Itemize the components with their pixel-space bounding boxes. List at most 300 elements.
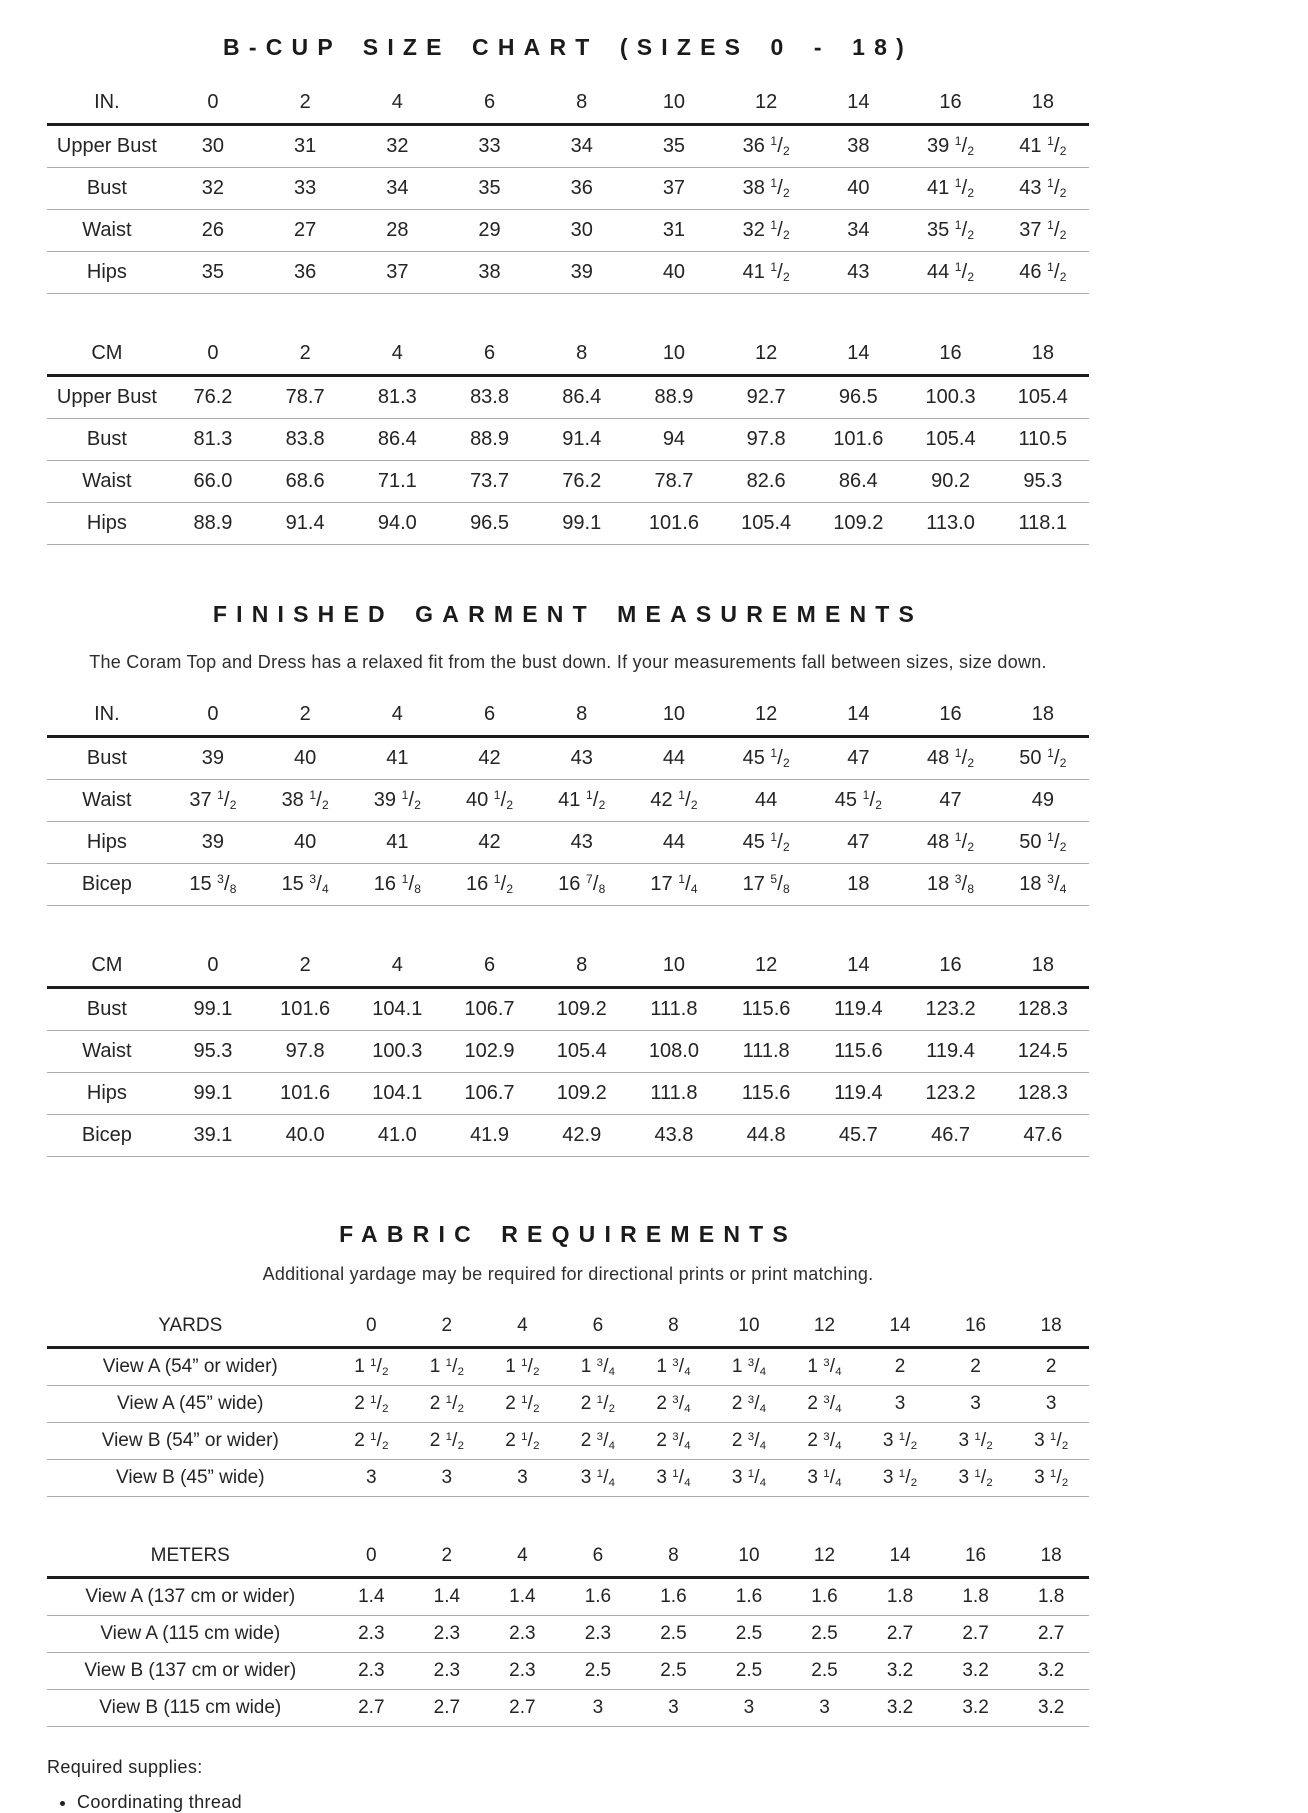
size-column-header: 2	[259, 87, 351, 125]
required-supplies-heading: Required supplies:	[47, 1757, 203, 1777]
size-column-header: 8	[636, 1311, 712, 1348]
value-cell: 2 $^1/_2$	[485, 1386, 561, 1423]
value-cell: 91.4	[259, 503, 351, 545]
value-cell: 35	[628, 125, 720, 168]
value-cell: 30	[536, 210, 628, 252]
value-cell: 124.5	[997, 1031, 1089, 1073]
row-label: View A (137 cm or wider)	[47, 1578, 334, 1616]
row-label: Waist	[47, 1031, 167, 1073]
size-column-header: 18	[997, 338, 1089, 376]
table-row	[47, 1460, 1089, 1497]
value-cell: 41 $^1/_2$	[536, 780, 628, 822]
size-column-header: 6	[560, 1541, 636, 1578]
row-label: View B (115 cm wide)	[47, 1690, 334, 1727]
value-cell: 3 $^1/_4$	[711, 1460, 787, 1497]
value-cell: 42	[443, 822, 535, 864]
table-row	[47, 1690, 1089, 1727]
value-cell: 50 $^1/_2$	[997, 822, 1089, 864]
size-chart-cm	[47, 338, 1089, 545]
size-column-header: 2	[259, 699, 351, 737]
fabric-yards-table	[47, 1311, 1089, 1497]
value-cell: 18 $^3/_4$	[997, 864, 1089, 906]
value-cell: 2 $^3/_4$	[711, 1386, 787, 1423]
fabric-yards	[47, 1311, 1089, 1497]
value-cell: 101.6	[259, 988, 351, 1031]
value-cell: 45 $^1/_2$	[720, 737, 812, 780]
value-cell: 42.9	[536, 1115, 628, 1157]
value-cell: 37	[351, 252, 443, 294]
value-cell: 90.2	[904, 461, 996, 503]
value-cell: 2.3	[485, 1616, 561, 1653]
value-cell: 105.4	[904, 419, 996, 461]
value-cell: 83.8	[259, 419, 351, 461]
value-cell: 47.6	[997, 1115, 1089, 1157]
row-label: Upper Bust	[47, 376, 167, 419]
value-cell: 99.1	[167, 1073, 259, 1115]
value-cell: 2 $^3/_4$	[787, 1423, 863, 1460]
size-column-header: 10	[628, 338, 720, 376]
value-cell: 100.3	[904, 376, 996, 419]
value-cell: 2 $^1/_2$	[409, 1386, 485, 1423]
finished-garment-cm	[47, 950, 1089, 1157]
value-cell: 118.1	[997, 503, 1089, 545]
row-label: Hips	[47, 252, 167, 294]
value-cell: 1 $^1/_2$	[334, 1348, 410, 1386]
unit-label: CM	[47, 338, 167, 376]
value-cell: 41.0	[351, 1115, 443, 1157]
value-cell: 102.9	[443, 1031, 535, 1073]
value-cell: 3 $^1/_2$	[1013, 1460, 1089, 1497]
value-cell: 33	[259, 168, 351, 210]
value-cell: 2 $^3/_4$	[636, 1423, 712, 1460]
row-label: Bicep	[47, 1115, 167, 1157]
value-cell: 1.4	[485, 1578, 561, 1616]
value-cell: 88.9	[628, 376, 720, 419]
value-cell: 111.8	[628, 1073, 720, 1115]
value-cell: 95.3	[997, 461, 1089, 503]
size-column-header: 8	[636, 1541, 712, 1578]
value-cell: 2.7	[862, 1616, 938, 1653]
size-chart-cm-table	[47, 338, 1089, 545]
size-column-header: 8	[536, 87, 628, 125]
value-cell: 1 $^3/_4$	[636, 1348, 712, 1386]
value-cell: 2	[938, 1348, 1014, 1386]
value-cell: 101.6	[628, 503, 720, 545]
row-label: Waist	[47, 210, 167, 252]
value-cell: 2	[862, 1348, 938, 1386]
value-cell: 40	[259, 822, 351, 864]
size-column-header: 10	[628, 699, 720, 737]
value-cell: 104.1	[351, 1073, 443, 1115]
table-row	[47, 1423, 1089, 1460]
value-cell: 1.8	[1013, 1578, 1089, 1616]
table-row	[47, 1348, 1089, 1386]
value-cell: 128.3	[997, 1073, 1089, 1115]
value-cell: 2.5	[560, 1653, 636, 1690]
size-chart-title: B-CUP SIZE CHART (SIZES 0 - 18)	[223, 34, 913, 60]
value-cell: 94.0	[351, 503, 443, 545]
size-column-header: 12	[720, 87, 812, 125]
value-cell: 1.6	[787, 1578, 863, 1616]
value-cell: 2 $^3/_4$	[560, 1423, 636, 1460]
value-cell: 68.6	[259, 461, 351, 503]
value-cell: 37 $^1/_2$	[167, 780, 259, 822]
size-column-header: 2	[259, 338, 351, 376]
table-row	[47, 737, 1089, 780]
table-row	[47, 419, 1089, 461]
value-cell: 27	[259, 210, 351, 252]
size-column-header: 4	[351, 338, 443, 376]
value-cell: 41	[351, 737, 443, 780]
value-cell: 36	[259, 252, 351, 294]
value-cell: 2.7	[938, 1616, 1014, 1653]
value-cell: 41 $^1/_2$	[997, 125, 1089, 168]
table-row	[47, 988, 1089, 1031]
value-cell: 2 $^1/_2$	[485, 1423, 561, 1460]
size-column-header: 10	[628, 950, 720, 988]
row-label: View B (54” or wider)	[47, 1423, 334, 1460]
value-cell: 2 $^1/_2$	[334, 1386, 410, 1423]
unit-label: CM	[47, 950, 167, 988]
finished-garment-section	[47, 601, 1089, 1157]
size-column-header: 0	[167, 950, 259, 988]
value-cell: 40	[628, 252, 720, 294]
size-column-header: 4	[351, 950, 443, 988]
value-cell: 86.4	[536, 376, 628, 419]
size-column-header: 18	[997, 87, 1089, 125]
size-column-header: 16	[904, 87, 996, 125]
value-cell: 3 $^1/_4$	[787, 1460, 863, 1497]
value-cell: 3	[560, 1690, 636, 1727]
value-cell: 1 $^1/_2$	[485, 1348, 561, 1386]
size-column-header: 2	[409, 1311, 485, 1348]
value-cell: 73.7	[443, 461, 535, 503]
value-cell: 42 $^1/_2$	[628, 780, 720, 822]
value-cell: 41 $^1/_2$	[904, 168, 996, 210]
size-column-header: 4	[485, 1541, 561, 1578]
row-label: Hips	[47, 503, 167, 545]
value-cell: 2.3	[409, 1653, 485, 1690]
row-label: Upper Bust	[47, 125, 167, 168]
value-cell: 100.3	[351, 1031, 443, 1073]
value-cell: 1.6	[636, 1578, 712, 1616]
row-label: View A (45” wide)	[47, 1386, 334, 1423]
value-cell: 2.5	[636, 1616, 712, 1653]
value-cell: 40.0	[259, 1115, 351, 1157]
value-cell: 3	[787, 1690, 863, 1727]
value-cell: 2 $^3/_4$	[787, 1386, 863, 1423]
finished-garment-inches-table	[47, 699, 1089, 906]
table-row	[47, 503, 1089, 545]
value-cell: 32	[167, 168, 259, 210]
value-cell: 41	[351, 822, 443, 864]
fabric-meters	[47, 1541, 1089, 1727]
value-cell: 115.6	[720, 1073, 812, 1115]
value-cell: 113.0	[904, 503, 996, 545]
value-cell: 38 $^1/_2$	[259, 780, 351, 822]
value-cell: 38 $^1/_2$	[720, 168, 812, 210]
value-cell: 78.7	[259, 376, 351, 419]
size-column-header: 14	[812, 338, 904, 376]
size-column-header: 18	[997, 699, 1089, 737]
value-cell: 108.0	[628, 1031, 720, 1073]
value-cell: 123.2	[904, 988, 996, 1031]
value-cell: 110.5	[997, 419, 1089, 461]
value-cell: 3 $^1/_4$	[560, 1460, 636, 1497]
row-label: Bust	[47, 168, 167, 210]
value-cell: 45 $^1/_2$	[720, 822, 812, 864]
value-cell: 43 $^1/_2$	[997, 168, 1089, 210]
value-cell: 2.7	[334, 1690, 410, 1727]
table-row	[47, 461, 1089, 503]
value-cell: 119.4	[812, 988, 904, 1031]
value-cell: 101.6	[812, 419, 904, 461]
value-cell: 32	[351, 125, 443, 168]
size-column-header: 14	[812, 950, 904, 988]
table-row	[47, 1616, 1089, 1653]
value-cell: 39	[167, 822, 259, 864]
value-cell: 3	[1013, 1386, 1089, 1423]
table-row	[47, 1578, 1089, 1616]
value-cell: 2.7	[1013, 1616, 1089, 1653]
size-column-header: 18	[1013, 1541, 1089, 1578]
value-cell: 3	[938, 1386, 1014, 1423]
value-cell: 34	[536, 125, 628, 168]
value-cell: 43	[536, 737, 628, 780]
fabric-requirements-title: FABRIC REQUIREMENTS	[339, 1221, 797, 1247]
size-column-header: 0	[334, 1311, 410, 1348]
value-cell: 92.7	[720, 376, 812, 419]
value-cell: 40	[259, 737, 351, 780]
size-column-header: 10	[711, 1541, 787, 1578]
size-column-header: 16	[904, 699, 996, 737]
value-cell: 1 $^3/_4$	[711, 1348, 787, 1386]
size-column-header: 16	[938, 1311, 1014, 1348]
size-column-header: 4	[485, 1311, 561, 1348]
value-cell: 3	[636, 1690, 712, 1727]
value-cell: 105.4	[536, 1031, 628, 1073]
value-cell: 71.1	[351, 461, 443, 503]
size-chart-inches-table	[47, 87, 1089, 294]
value-cell: 2 $^1/_2$	[334, 1423, 410, 1460]
supply-item: • Coordinating thread	[77, 1792, 1089, 1813]
value-cell: 123.2	[904, 1073, 996, 1115]
row-label: Waist	[47, 461, 167, 503]
unit-label: IN.	[47, 87, 167, 125]
size-column-header: 8	[536, 338, 628, 376]
value-cell: 37 $^1/_2$	[997, 210, 1089, 252]
value-cell: 40 $^1/_2$	[443, 780, 535, 822]
value-cell: 97.8	[720, 419, 812, 461]
row-label: Bust	[47, 988, 167, 1031]
size-column-header: 4	[351, 87, 443, 125]
value-cell: 97.8	[259, 1031, 351, 1073]
table-row	[47, 1386, 1089, 1423]
value-cell: 39 $^1/_2$	[904, 125, 996, 168]
row-label: Hips	[47, 1073, 167, 1115]
value-cell: 3.2	[862, 1653, 938, 1690]
value-cell: 47	[904, 780, 996, 822]
size-column-header: 2	[409, 1541, 485, 1578]
value-cell: 1.4	[334, 1578, 410, 1616]
row-label: View A (115 cm wide)	[47, 1616, 334, 1653]
value-cell: 3	[409, 1460, 485, 1497]
value-cell: 39.1	[167, 1115, 259, 1157]
value-cell: 94	[628, 419, 720, 461]
value-cell: 42	[443, 737, 535, 780]
finished-garment-cm-table	[47, 950, 1089, 1157]
value-cell: 17 $^1/_4$	[628, 864, 720, 906]
value-cell: 2.5	[787, 1616, 863, 1653]
value-cell: 2.7	[485, 1690, 561, 1727]
value-cell: 2.5	[636, 1653, 712, 1690]
value-cell: 2.3	[334, 1616, 410, 1653]
value-cell: 3.2	[938, 1690, 1014, 1727]
size-column-header: 0	[167, 699, 259, 737]
value-cell: 46 $^1/_2$	[997, 252, 1089, 294]
table-row	[47, 252, 1089, 294]
value-cell: 2.5	[711, 1653, 787, 1690]
row-label: View B (45” wide)	[47, 1460, 334, 1497]
value-cell: 30	[167, 125, 259, 168]
table-row	[47, 780, 1089, 822]
unit-label: METERS	[47, 1541, 334, 1578]
value-cell: 17 $^5/_8$	[720, 864, 812, 906]
size-column-header: 12	[720, 699, 812, 737]
header-row	[47, 950, 1089, 988]
value-cell: 41.9	[443, 1115, 535, 1157]
value-cell: 2	[1013, 1348, 1089, 1386]
value-cell: 82.6	[720, 461, 812, 503]
table-row	[47, 1073, 1089, 1115]
value-cell: 15 $^3/_8$	[167, 864, 259, 906]
table-row	[47, 1653, 1089, 1690]
size-column-header: 10	[711, 1311, 787, 1348]
size-column-header: 12	[720, 950, 812, 988]
value-cell: 44	[628, 737, 720, 780]
value-cell: 3 $^1/_2$	[862, 1460, 938, 1497]
size-chart-inches	[47, 87, 1089, 294]
size-column-header: 14	[862, 1311, 938, 1348]
table-row	[47, 168, 1089, 210]
value-cell: 45 $^1/_2$	[812, 780, 904, 822]
value-cell: 88.9	[443, 419, 535, 461]
value-cell: 3.2	[1013, 1690, 1089, 1727]
value-cell: 34	[351, 168, 443, 210]
value-cell: 43	[536, 822, 628, 864]
value-cell: 78.7	[628, 461, 720, 503]
value-cell: 18 $^3/_8$	[904, 864, 996, 906]
value-cell: 44.8	[720, 1115, 812, 1157]
value-cell: 36	[536, 168, 628, 210]
value-cell: 47	[812, 822, 904, 864]
value-cell: 44	[720, 780, 812, 822]
value-cell: 1.4	[409, 1578, 485, 1616]
value-cell: 66.0	[167, 461, 259, 503]
value-cell: 1.6	[560, 1578, 636, 1616]
value-cell: 3 $^1/_2$	[938, 1423, 1014, 1460]
value-cell: 34	[812, 210, 904, 252]
value-cell: 119.4	[904, 1031, 996, 1073]
value-cell: 3 $^1/_2$	[862, 1423, 938, 1460]
value-cell: 86.4	[351, 419, 443, 461]
value-cell: 3	[485, 1460, 561, 1497]
size-column-header: 8	[536, 699, 628, 737]
value-cell: 91.4	[536, 419, 628, 461]
table-row	[47, 125, 1089, 168]
value-cell: 106.7	[443, 988, 535, 1031]
value-cell: 39	[536, 252, 628, 294]
row-label: Waist	[47, 780, 167, 822]
row-label: Bust	[47, 419, 167, 461]
value-cell: 104.1	[351, 988, 443, 1031]
value-cell: 29	[443, 210, 535, 252]
value-cell: 26	[167, 210, 259, 252]
size-column-header: 18	[1013, 1311, 1089, 1348]
size-column-header: 6	[560, 1311, 636, 1348]
value-cell: 3.2	[938, 1653, 1014, 1690]
header-row	[47, 87, 1089, 125]
fabric-meters-table	[47, 1541, 1089, 1727]
value-cell: 2.3	[560, 1616, 636, 1653]
value-cell: 3	[862, 1386, 938, 1423]
value-cell: 50 $^1/_2$	[997, 737, 1089, 780]
value-cell: 35	[167, 252, 259, 294]
value-cell: 81.3	[351, 376, 443, 419]
finished-garment-note: The Coram Top and Dress has a relaxed fit from the bust down. If your measurements fall between sizes, size down.	[89, 652, 1047, 672]
size-column-header: 0	[167, 87, 259, 125]
value-cell: 105.4	[997, 376, 1089, 419]
value-cell: 3 $^1/_2$	[1013, 1423, 1089, 1460]
value-cell: 2.5	[787, 1653, 863, 1690]
size-column-header: 8	[536, 950, 628, 988]
value-cell: 105.4	[720, 503, 812, 545]
page-content	[47, 34, 1089, 1813]
value-cell: 119.4	[812, 1073, 904, 1115]
value-cell: 45.7	[812, 1115, 904, 1157]
value-cell: 109.2	[536, 1073, 628, 1115]
value-cell: 31	[259, 125, 351, 168]
value-cell: 16 $^1/_2$	[443, 864, 535, 906]
value-cell: 38	[812, 125, 904, 168]
value-cell: 16 $^1/_8$	[351, 864, 443, 906]
size-column-header: 4	[351, 699, 443, 737]
value-cell: 83.8	[443, 376, 535, 419]
value-cell: 15 $^3/_4$	[259, 864, 351, 906]
header-row	[47, 699, 1089, 737]
value-cell: 2 $^3/_4$	[711, 1423, 787, 1460]
value-cell: 43	[812, 252, 904, 294]
header-row	[47, 1311, 1089, 1348]
value-cell: 2.3	[485, 1653, 561, 1690]
table-row	[47, 1115, 1089, 1157]
value-cell: 3.2	[862, 1690, 938, 1727]
table-row	[47, 210, 1089, 252]
value-cell: 95.3	[167, 1031, 259, 1073]
unit-label: YARDS	[47, 1311, 334, 1348]
value-cell: 2.7	[409, 1690, 485, 1727]
finished-garment-title: FINISHED GARMENT MEASUREMENTS	[212, 601, 924, 627]
size-column-header: 12	[787, 1541, 863, 1578]
table-row	[47, 864, 1089, 906]
value-cell: 16 $^7/_8$	[536, 864, 628, 906]
required-supplies	[47, 1757, 1089, 1813]
value-cell: 111.8	[628, 988, 720, 1031]
value-cell: 96.5	[443, 503, 535, 545]
value-cell: 28	[351, 210, 443, 252]
size-column-header: 0	[334, 1541, 410, 1578]
value-cell: 115.6	[720, 988, 812, 1031]
